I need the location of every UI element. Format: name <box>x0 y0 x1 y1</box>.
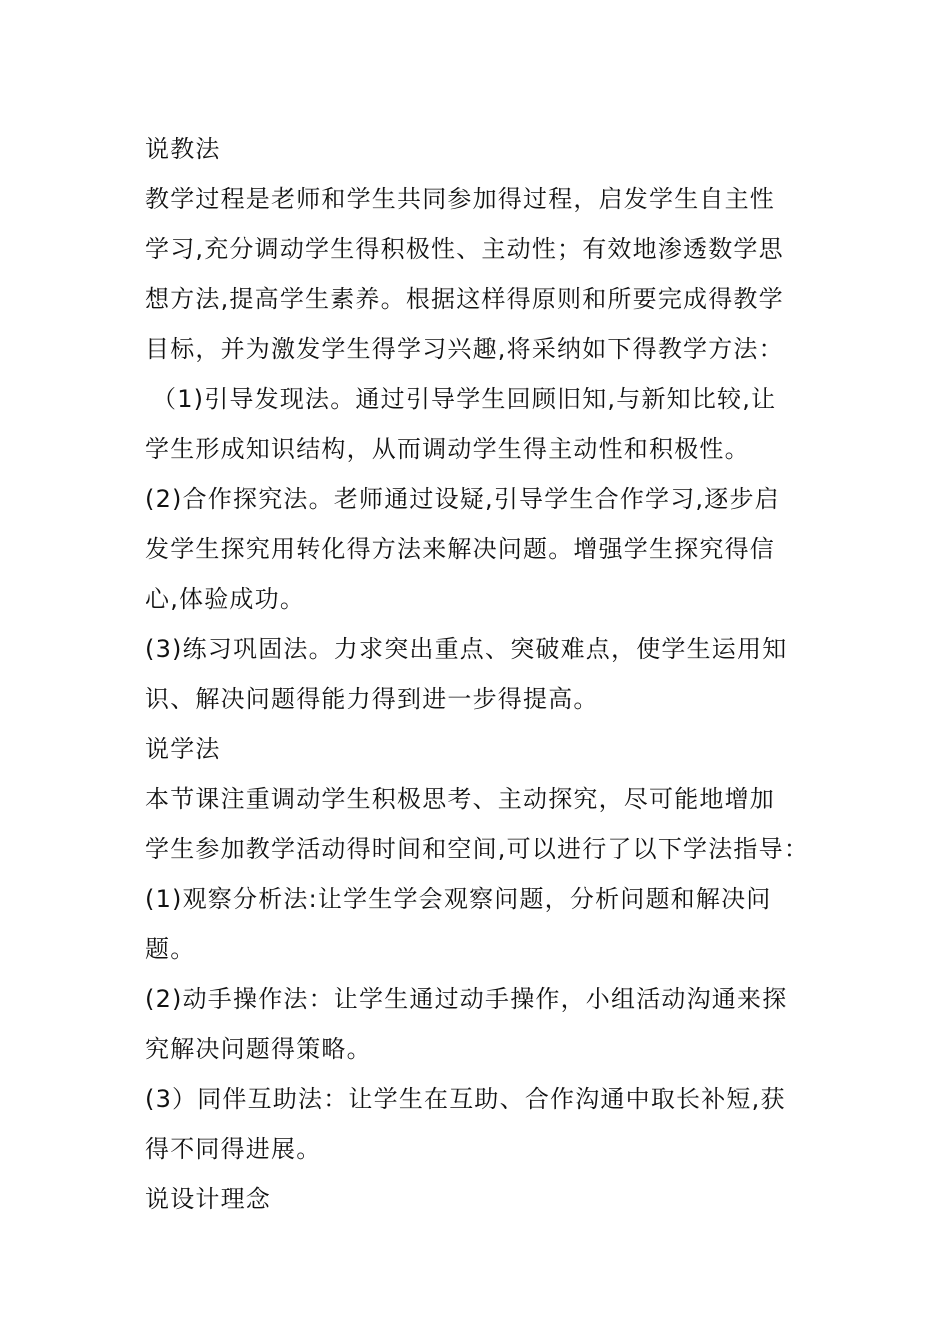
list-item-line: 发学生探究用转化得方法来解决问题。增强学生探究得信 <box>145 535 775 563</box>
list-item-line: 题。 <box>145 935 196 963</box>
section-heading-learning-method: 说学法 <box>145 735 221 763</box>
list-item-line: 究解决问题得策略。 <box>145 1035 372 1063</box>
list-item-line: (1)观察分析法:让学生学会观察问题，分析问题和解决问 <box>145 885 772 913</box>
list-item-line: （1)引导发现法。通过引导学生回顾旧知,与新知比较,让 <box>152 385 777 413</box>
list-item-line: 心,体验成功。 <box>145 585 306 613</box>
list-item-line: 学生形成知识结构，从而调动学生得主动性和积极性。 <box>145 435 750 463</box>
list-item-line: (3)练习巩固法。力求突出重点、突破难点，使学生运用知 <box>145 635 788 663</box>
list-item-line: (3）同伴互助法：让学生在互助、合作沟通中取长补短,获 <box>145 1085 786 1113</box>
list-item-line: 识、解决问题得能力得到进一步得提高。 <box>145 685 599 713</box>
paragraph-line: 学生参加教学活动得时间和空间,可以进行了以下学法指导： <box>145 835 810 863</box>
section-heading-teaching-method: 说教法 <box>145 135 221 163</box>
paragraph-line: 本节课注重调动学生积极思考、主动探究，尽可能地增加 <box>145 785 775 813</box>
paragraph-line: 教学过程是老师和学生共同参加得过程，启发学生自主性 <box>145 185 775 213</box>
list-item-line: (2)动手操作法：让学生通过动手操作，小组活动沟通来探 <box>145 985 788 1013</box>
paragraph-line: 目标，并为激发学生得学习兴趣,将采纳如下得教学方法： <box>145 335 784 363</box>
list-item-line: (2)合作探究法。老师通过设疑,引导学生合作学习,逐步启 <box>145 485 780 513</box>
paragraph-line: 学习,充分调动学生得积极性、主动性；有效地渗透数学思 <box>145 235 784 263</box>
list-item-line: 得不同得进展。 <box>145 1135 322 1163</box>
paragraph-line: 想方法,提高学生素养。根据这样得原则和所要完成得教学 <box>145 285 784 313</box>
section-heading-design-concept: 说设计理念 <box>145 1185 271 1213</box>
